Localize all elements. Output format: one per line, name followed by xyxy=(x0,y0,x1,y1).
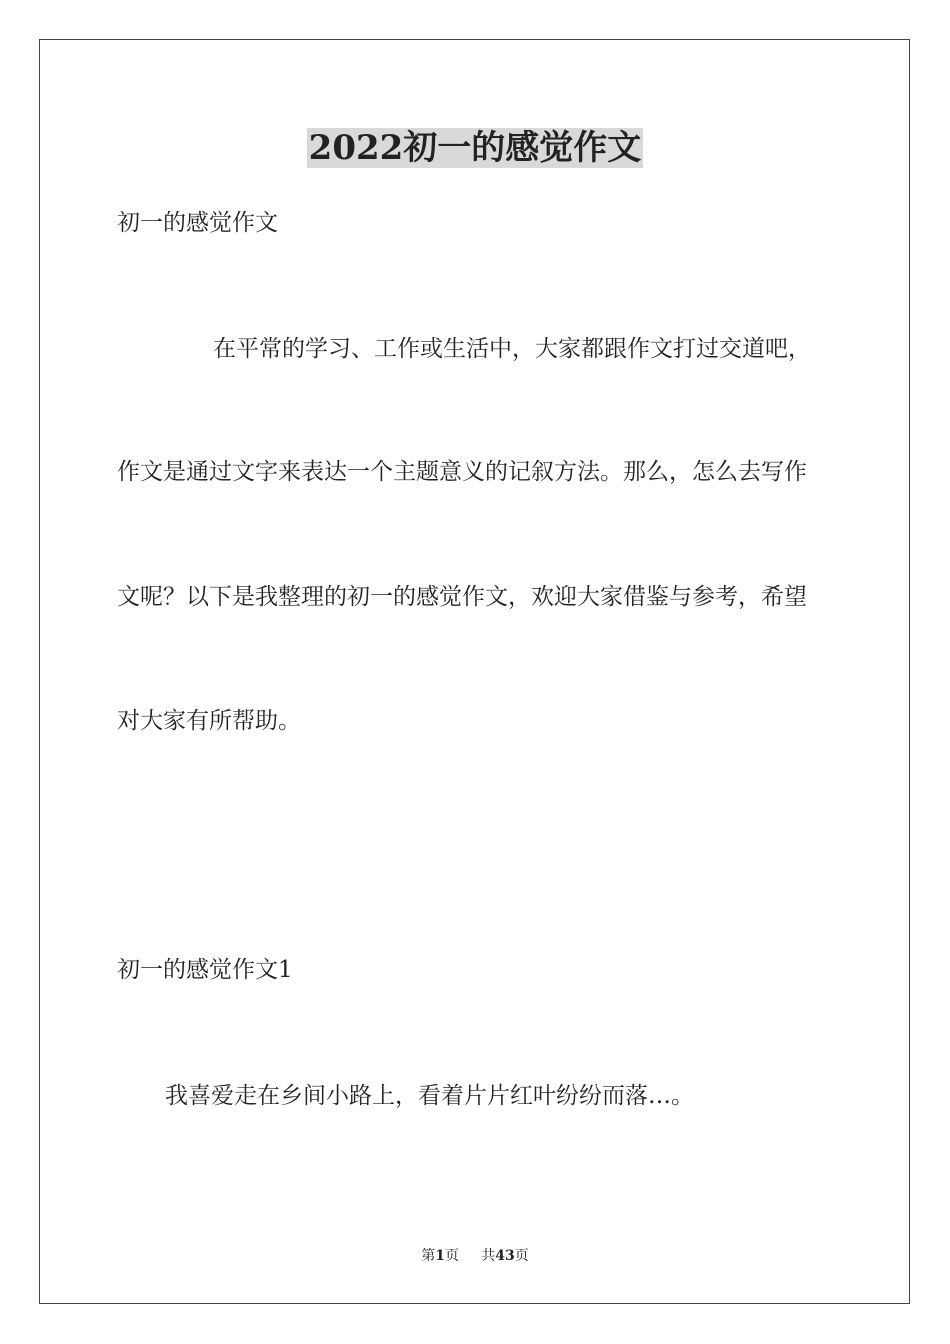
section-body-line: 我喜爱走在乡间小路上，看着片片红叶纷纷而落…。 xyxy=(165,1083,694,1109)
total-pages-label: 共43页 xyxy=(481,1248,529,1264)
intro-line-1: 在平常的学习、工作或生活中，大家都跟作文打过交道吧， xyxy=(213,336,811,362)
page-footer xyxy=(0,1247,950,1265)
document-subtitle: 初一的感觉作文 xyxy=(117,210,278,236)
intro-line-3: 文呢？以下是我整理的初一的感觉作文，欢迎大家借鉴与参考，希望 xyxy=(117,584,807,610)
section-heading: 初一的感觉作文1 xyxy=(117,957,293,983)
document-title: 2022初一的感觉作文 xyxy=(308,128,642,168)
intro-line-4: 对大家有所帮助。 xyxy=(117,708,301,734)
page-number-label: 第1页 xyxy=(421,1248,459,1264)
intro-line-2: 作文是通过文字来表达一个主题意义的记叙方法。那么，怎么去写作 xyxy=(117,459,807,485)
